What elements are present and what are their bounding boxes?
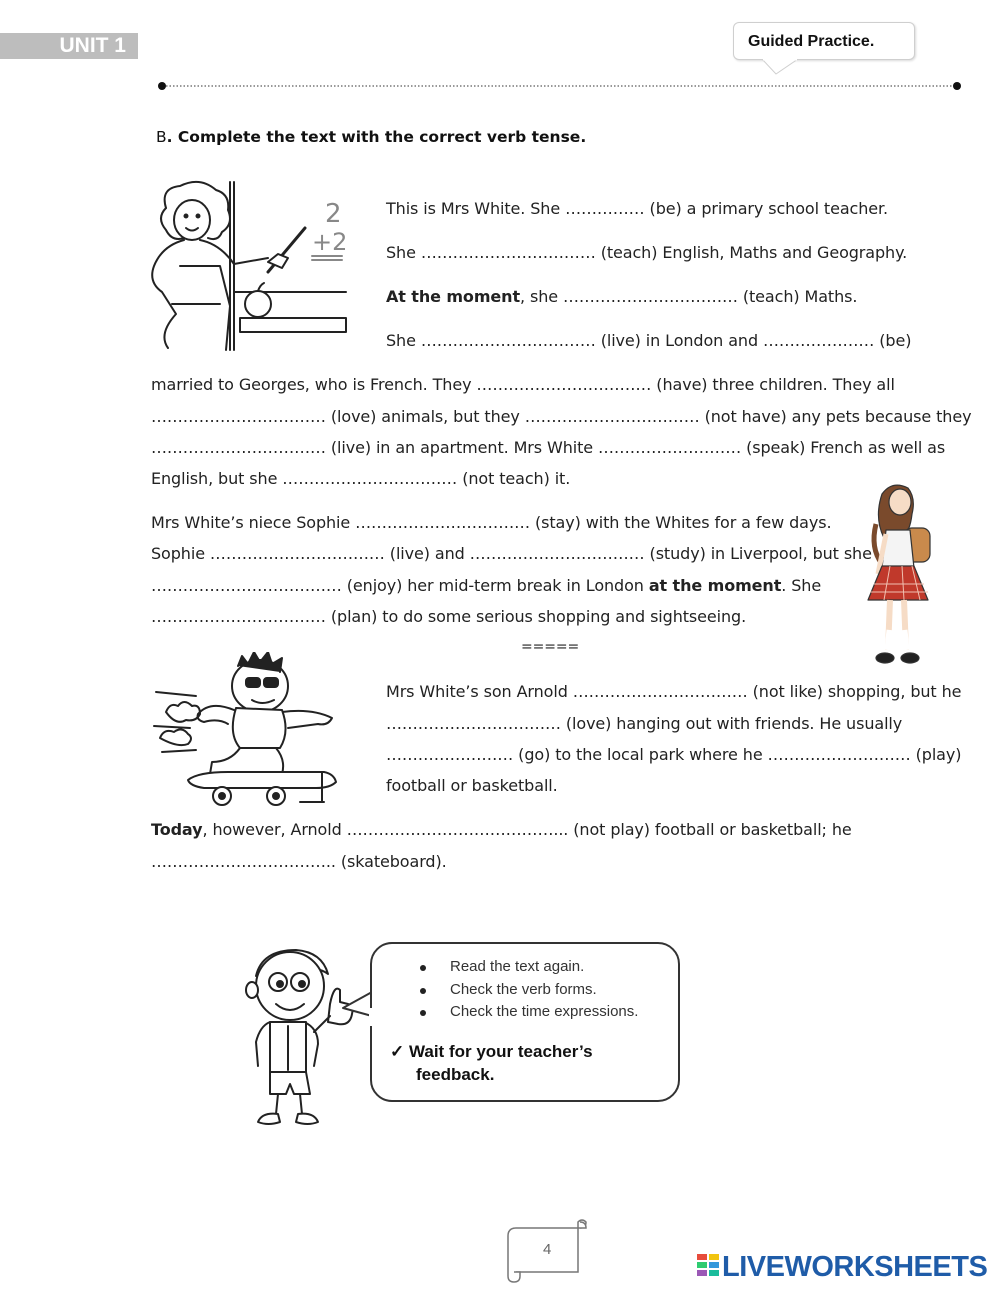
text-line-6: …………………………… (love) animals, but they …………………………… (not have) any pets because they: [151, 407, 972, 426]
text-line-11-b: . She: [781, 576, 822, 595]
bullet-icon: [420, 965, 426, 971]
guided-practice-label: Guided Practice.: [733, 22, 915, 60]
text-line-15: …………………… (go) to the local park where he ……………………… (play): [386, 745, 962, 764]
text-line-4: She …………………………… (live) in London and ………………… (be): [386, 331, 912, 350]
exercise-instruction: [156, 128, 586, 146]
liveworksheets-brand: LIVEWORKSHEETS: [722, 1251, 988, 1283]
tip-text: Check the time expressions.: [450, 1003, 639, 1020]
text-line-13: Mrs White’s son Arnold …………………………… (not like) shopping, but he: [386, 682, 962, 701]
instruction-text: . Complete the text with the correct verb tense.: [166, 128, 587, 146]
text-line-2: She …………………………… (teach) English, Maths and Geography.: [386, 243, 908, 262]
text-line-1: This is Mrs White. She …………… (be) a primary school teacher.: [386, 199, 889, 218]
text-line-3: [386, 287, 857, 306]
svg-text:2: 2: [325, 199, 342, 229]
unit-label: UNIT 1: [0, 33, 138, 59]
text-line-8: English, but she …………………………… (not teach) it.: [151, 469, 571, 488]
text-line-16: football or basketball.: [386, 776, 558, 795]
teacher-illustration: [150, 180, 350, 352]
time-expression-bold: At the moment: [386, 287, 520, 306]
feedback-line-1: ✓ Wait for your teacher’s: [390, 1042, 593, 1061]
thumbs-up-boy-illustration: [234, 946, 374, 1132]
exercise-letter: B: [156, 128, 167, 146]
page-number: 4: [543, 1241, 552, 1258]
text-line-17-rest: , however, Arnold …………………………………... (not play) football or basketball; he: [202, 820, 852, 839]
bullet-icon: [420, 1010, 426, 1016]
time-expression-bold: at the moment: [648, 576, 782, 595]
text-line-11: [151, 576, 821, 595]
text-line-10: Sophie …………………………… (live) and …………………………… (study) in Liverpool, but she: [151, 544, 872, 563]
bubble-pointer-joint: [369, 1008, 373, 1026]
tips-list: [420, 958, 638, 1026]
tip-text: Check the verb forms.: [450, 980, 597, 998]
feedback-line-2: feedback.: [416, 1065, 495, 1084]
tip-item: [420, 981, 638, 1004]
text-line-14: …………………………… (love) hanging out with friends. He usually: [386, 714, 903, 733]
text-line-12: …………………………… (plan) to do some serious shopping and sightseeing.: [151, 607, 747, 626]
tip-item: [420, 1003, 638, 1026]
tips-bubble: [370, 942, 680, 1102]
text-line-3-rest: , she …………………………… (teach) Maths.: [520, 287, 858, 306]
bullet-icon: [420, 988, 426, 994]
text-line-17: [151, 820, 852, 839]
liveworksheets-logo-icon: [697, 1252, 721, 1282]
schoolgirl-illustration: [860, 480, 940, 672]
text-line-9: Mrs White’s niece Sophie …………………………… (stay) with the Whites for a few days.: [151, 513, 832, 532]
text-line-11-a: ……………………………… (enjoy) her mid-term break in London: [151, 576, 649, 595]
svg-text:+2: +2: [312, 228, 348, 256]
text-line-18: …………………………….. (skateboard).: [151, 852, 447, 871]
feedback-note: [390, 1040, 630, 1086]
speech-tail-icon: [762, 59, 798, 75]
text-line-7: …………………………… (live) in an apartment. Mrs White ……………………… (speak) French as well as: [151, 438, 946, 457]
tip-item: [420, 958, 638, 981]
header-divider: [158, 80, 962, 92]
time-expression-bold: Today: [151, 820, 203, 839]
skateboarder-illustration: [152, 652, 340, 808]
section-separator: =====: [521, 639, 580, 655]
tip-text: Read the text again.: [450, 958, 585, 975]
text-line-5: married to Georges, who is French. They …………………………… (have) three children. They all: [151, 375, 895, 394]
